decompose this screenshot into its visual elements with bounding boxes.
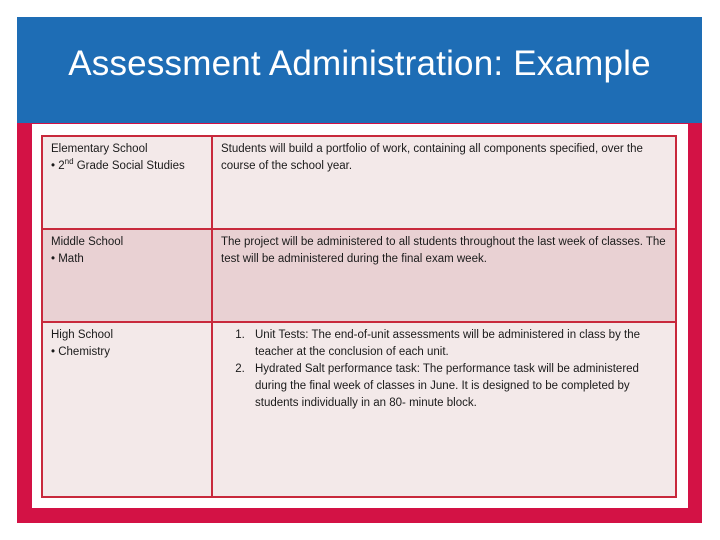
description-cell [212, 136, 676, 229]
assessment-table [41, 135, 677, 498]
list-item: 1. Unit Tests: The end-of-unit assessments will be administered in class by the teacher at the conclusion of each unit. [248, 327, 667, 361]
subject-suffix: Grade Social Studies [73, 160, 185, 172]
level-label: Elementary School [51, 143, 148, 155]
description-cell [212, 229, 676, 322]
slide-title: Assessment Administration: Example [68, 44, 651, 83]
level-cell [42, 136, 212, 229]
level-cell [42, 322, 212, 497]
description-text: The project will be administered to all students throughout the last week of classes. The test will be administered during the final exam week. [221, 236, 666, 265]
subject-label: • Chemistry [51, 346, 110, 358]
table-row-elementary [42, 136, 676, 229]
subject-label [51, 158, 203, 175]
subject-label: • Math [51, 253, 84, 265]
level-label: Middle School [51, 236, 124, 248]
list-item: 2. Hydrated Salt performance task: The performance task will be administered during the final week of classes in June. It is designed to be completed by students individually in an 80- minute block. [248, 361, 667, 412]
subject-ordinal: nd [64, 157, 74, 167]
table-row-high [42, 322, 676, 497]
subject-prefix: • 2 [51, 160, 65, 172]
description-text: Students will build a portfolio of work, containing all components specified, over the course of the school year. [221, 143, 643, 172]
description-cell [212, 322, 676, 497]
assessment-list [221, 327, 667, 412]
level-cell [42, 229, 212, 322]
table-row-middle [42, 229, 676, 322]
level-label: High School [51, 329, 114, 341]
